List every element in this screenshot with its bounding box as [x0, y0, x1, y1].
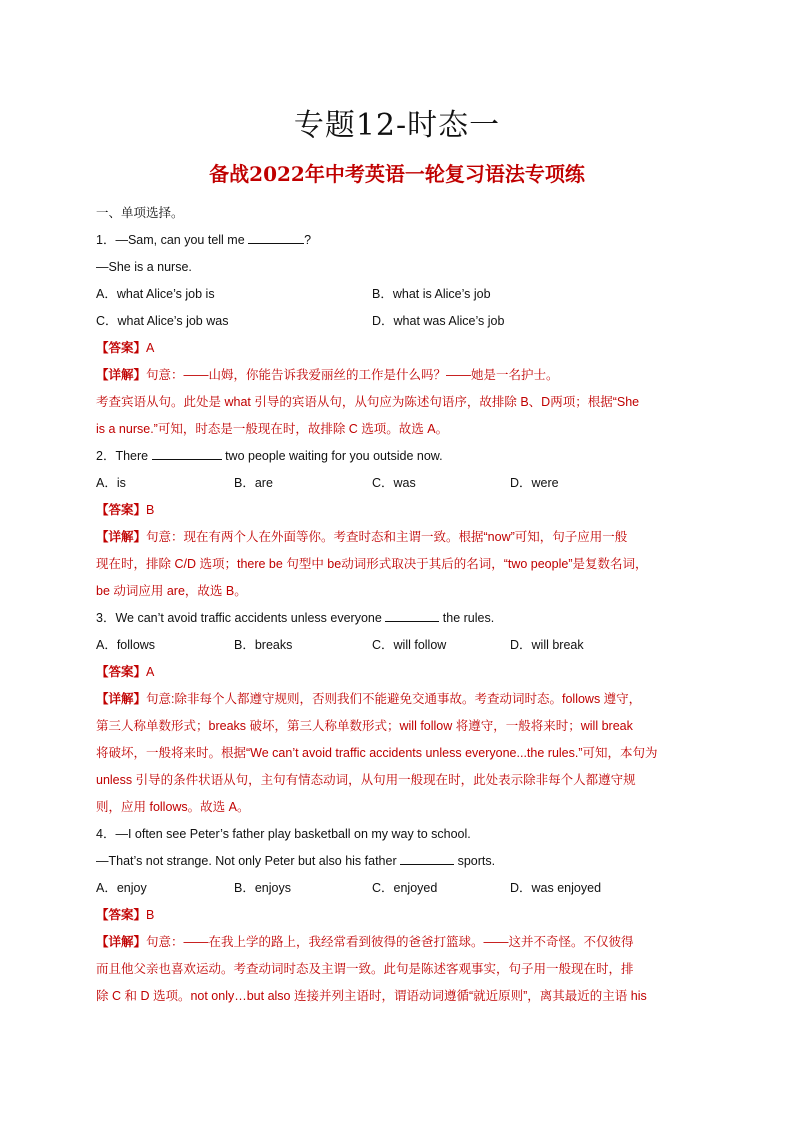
question-4-detail-line: 除 C 和 D 选项。not only…but also 连接并列主语时，谓语动词遵循“就近原则”，离其最近的主语 his: [96, 989, 647, 1003]
option-a: A．is: [96, 476, 126, 490]
question-2-answer: 【答案】B: [96, 503, 155, 517]
question-2-stem: 2．There two people waiting for you outside now.: [96, 449, 443, 463]
question-2-options: [96, 470, 706, 497]
question-2-detail-line: be 动词应用 are，故选 B。: [96, 584, 247, 598]
question-3-detail-line: 【详解】句意:除非每个人都遵守规则，否则我们不能避免交通事故。考查动词时态。follows 遵守，: [96, 692, 642, 706]
option-b: B．enjoys: [234, 881, 291, 895]
answer-blank: [400, 852, 454, 865]
question-3-options: [96, 632, 706, 659]
question-3-detail-line: 则，应用 follows。故选 A。: [96, 800, 250, 814]
question-4-detail-line: 而且他父亲也喜欢运动。考查动词时态及主谓一致。此句是陈述客观事实，句子用一般现在时，排: [96, 962, 634, 976]
question-2-detail-line: 【详解】句意：现在有两个人在外面等你。考查时态和主谓一致。根据“now”可知，句子应用一般: [96, 530, 628, 544]
option-d: D．what was Alice’s job: [372, 314, 505, 328]
question-1-options-row-2: [96, 308, 706, 335]
option-a: A．enjoy: [96, 881, 147, 895]
option-d: D．were: [510, 476, 559, 490]
answer-blank: [152, 447, 222, 460]
answer-blank: [248, 231, 304, 244]
option-d: D．will break: [510, 638, 584, 652]
question-1-options-row-1: [96, 281, 706, 308]
question-4-options: [96, 875, 706, 902]
option-b: B．are: [234, 476, 273, 490]
page-subtitle: 备战2022年中考英语一轮复习语法专项练: [209, 162, 585, 186]
option-a: A．what Alice’s job is: [96, 287, 215, 301]
section-heading: 一、单项选择。: [96, 206, 184, 220]
question-4-detail-line: 【详解】句意：——在我上学的路上，我经常看到彼得的爸爸打篮球。——这并不奇怪。不仅彼得: [96, 935, 634, 949]
question-1-detail-line: is a nurse.”可知，时态是一般现在时，故排除 C 选项。故选 A。: [96, 422, 449, 436]
option-b: B．breaks: [234, 638, 293, 652]
content: [96, 200, 706, 1010]
question-4-reply: —That’s not strange. Not only Peter but also his father sports.: [96, 854, 496, 868]
question-4-stem: 4．—I often see Peter’s father play basketball on my way to school.: [96, 827, 471, 841]
answer-blank: [385, 609, 439, 622]
option-c: C．enjoyed: [372, 881, 438, 895]
option-c: C．will follow: [372, 638, 447, 652]
option-d: D．was enjoyed: [510, 881, 602, 895]
question-1-detail-line: 【详解】句意：——山姆，你能告诉我爱丽丝的工作是什么吗？——她是一名护士。: [96, 368, 559, 382]
question-3-answer: 【答案】A: [96, 665, 155, 679]
question-3-stem: 3．We can’t avoid traffic accidents unless everyone the rules.: [96, 611, 495, 625]
question-1-stem: 1．—Sam, can you tell me ?: [96, 233, 312, 247]
question-3-detail-line: unless 引导的条件状语从句，主句有情态动词，从句用一般现在时，此处表示除非每个人都遵守规: [96, 773, 636, 787]
page-title: 专题12-时态一: [293, 108, 501, 143]
question-3-detail-line: 将破坏，一般将来时。根据“We can’t avoid traffic accidents unless everyone...the rules.”可知，本句为: [96, 746, 658, 760]
question-4-answer: 【答案】B: [96, 908, 155, 922]
question-1-answer: 【答案】A: [96, 341, 155, 355]
question-1-detail-line: 考查宾语从句。此处是 what 引导的宾语从句，从句应为陈述句语序，故排除 B、D两项；根据“She: [96, 395, 640, 409]
question-1-reply: —She is a nurse.: [96, 260, 192, 274]
option-b: B．what is Alice’s job: [372, 287, 491, 301]
option-c: C．was: [372, 476, 416, 490]
option-c: C．what Alice’s job was: [96, 314, 229, 328]
question-3-detail-line: 第三人称单数形式；breaks 破坏，第三人称单数形式；will follow 将遵守，一般将来时；will break: [96, 719, 633, 733]
option-a: A．follows: [96, 638, 156, 652]
question-2-detail-line: 现在时，排除 C/D 选项；there be 句型中 be动词形式取决于其后的名词，“two people”是复数名词，: [96, 557, 648, 571]
